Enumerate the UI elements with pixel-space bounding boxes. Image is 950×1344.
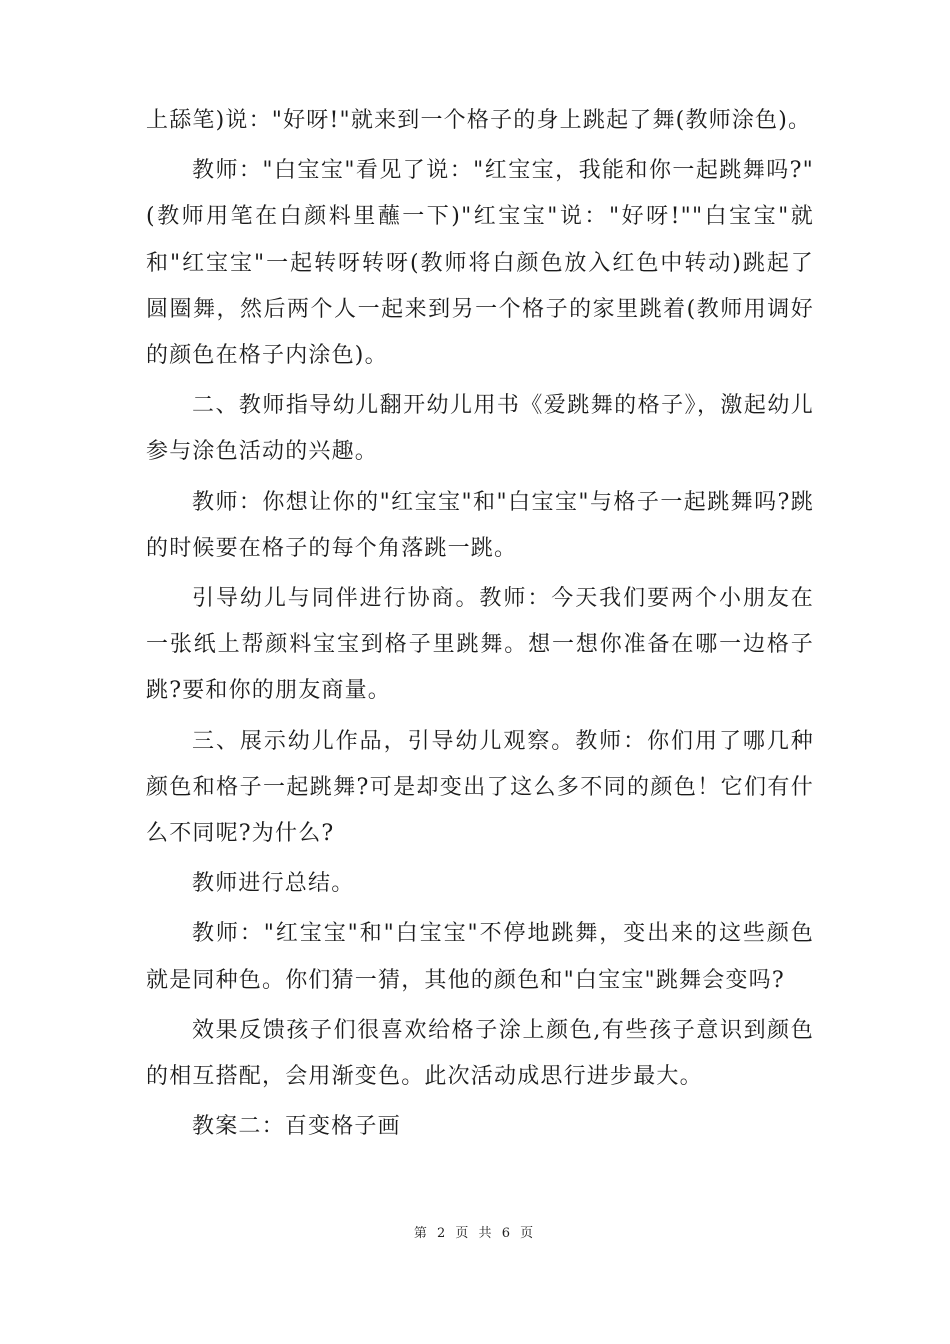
- paragraph-3: 二、教师指导幼儿翻开幼儿用书《爱跳舞的格子》，激起幼儿参与涂色活动的兴趣。: [146, 393, 814, 465]
- paragraph-2: 教师："白宝宝"看见了说："红宝宝，我能和你一起跳舞吗?"(教师用笔在白颜料里蘸一下)"红宝宝"说："好呀!""白宝宝"就和"红宝宝"一起转呀转呀(教师将白颜色放入红色中转动)跳起了圆圈舞，然后两个人一起来到另一个格子的家里跳着(教师用调好的颜色在格子内涂色)。: [146, 158, 814, 369]
- paragraph-1: 上舔笔)说："好呀!"就来到一个格子的身上跳起了舞(教师涂色)。: [146, 108, 812, 133]
- paragraph-5: 引导幼儿与同伴进行协商。教师：今天我们要两个小朋友在一张纸上帮颜料宝宝到格子里跳舞。想一想你准备在哪一边格子跳?要和你的朋友商量。: [146, 586, 814, 704]
- paragraph-6: 三、展示幼儿作品，引导幼儿观察。教师：你们用了哪几种颜色和格子一起跳舞?可是却变出了这么多不同的颜色！它们有什么不同呢?为什么?: [146, 728, 814, 847]
- paragraph-4: 教师：你想让你的"红宝宝"和"白宝宝"与格子一起跳舞吗?跳的时候要在格子的每个角落跳一跳。: [146, 489, 814, 561]
- paragraph-10: 教案二：百变格子画: [192, 1114, 401, 1140]
- paragraph-7: 教师进行总结。: [192, 871, 355, 897]
- document-body: [146, 98, 814, 1154]
- paragraph-9: 效果反馈孩子们很喜欢给格子涂上颜色,有些孩子意识到颜色的相互搭配，会用渐变色。此次活动成思行进步最大。: [146, 1017, 814, 1090]
- paragraph-8: 教师："红宝宝"和"白宝宝"不停地跳舞，变出来的这些颜色就是同种色。你们猜一猜，其他的颜色和"白宝宝"跳舞会变吗?: [146, 921, 814, 993]
- page-number-footer: 第 2 页 共 6 页: [413, 1226, 537, 1241]
